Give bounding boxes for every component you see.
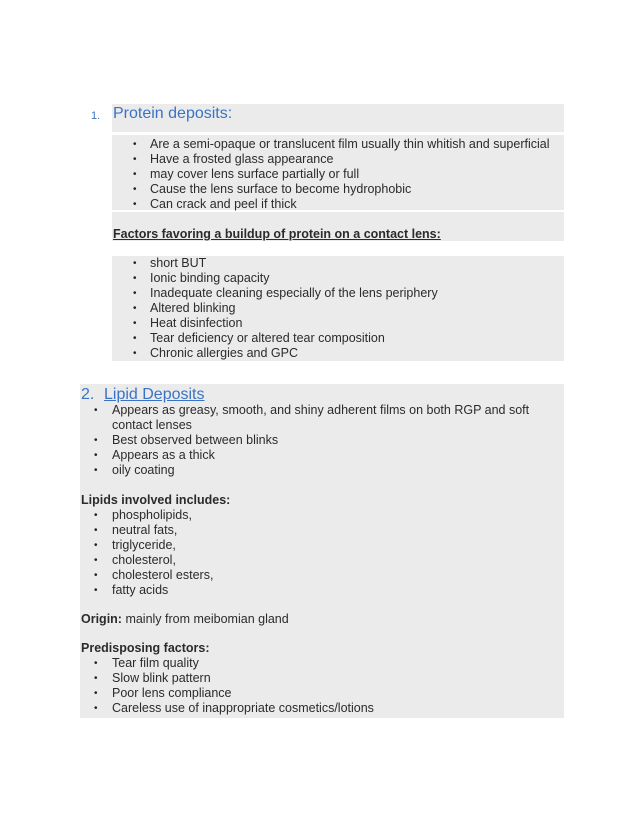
bullet-icon: •	[133, 348, 137, 359]
list-item: Best observed between blinks	[112, 433, 279, 447]
list-item: Tear film quality	[112, 656, 199, 670]
bullet-icon: •	[94, 703, 98, 714]
section1-number: 1.	[91, 110, 101, 122]
lipids-heading: Lipids involved includes:	[81, 493, 231, 507]
bullet-icon: •	[94, 435, 98, 446]
bullet-icon: •	[94, 658, 98, 669]
bullet-icon: •	[94, 555, 98, 566]
origin-label: Origin:	[81, 612, 122, 626]
bullet-icon: •	[133, 288, 137, 299]
list-item: triglyceride,	[112, 538, 176, 552]
list-item: cholesterol esters,	[112, 568, 214, 582]
bullet-icon: •	[94, 570, 98, 581]
bullet-icon: •	[94, 450, 98, 461]
list-item: Can crack and peel if thick	[150, 197, 297, 211]
bullet-icon: •	[94, 585, 98, 596]
list-item: Heat disinfection	[150, 316, 243, 330]
bullet-icon: •	[94, 525, 98, 536]
bullet-icon: •	[133, 318, 137, 329]
bullet-icon: •	[94, 465, 98, 476]
bullet-icon: •	[94, 673, 98, 684]
list-item: Slow blink pattern	[112, 671, 211, 685]
list-item: may cover lens surface partially or full	[150, 167, 360, 181]
bullet-icon: •	[133, 273, 137, 284]
list-item: Tear deficiency or altered tear composition	[150, 331, 385, 345]
list-item: Have a frosted glass appearance	[150, 152, 334, 166]
section2-title: Lipid Deposits	[104, 386, 205, 403]
list-item: Cause the lens surface to become hydrophobic	[150, 182, 412, 196]
bullet-icon: •	[133, 169, 137, 180]
list-item: Careless use of inappropriate cosmetics/lotions	[112, 701, 374, 715]
list-item: Are a semi-opaque or translucent film usually thin whitish and superficial	[150, 137, 550, 151]
list-item: fatty acids	[112, 583, 169, 597]
bullet-icon: •	[133, 258, 137, 269]
list-item: neutral fats,	[112, 523, 178, 537]
factors-heading: Factors favoring a buildup of protein on a contact lens:	[113, 227, 441, 241]
list-item: oily coating	[112, 463, 175, 477]
list-item: Inadequate cleaning especially of the lens periphery	[150, 286, 438, 300]
origin-text: mainly from meibomian gland	[121, 612, 289, 626]
bullet-icon: •	[94, 510, 98, 521]
list-item: short BUT	[150, 256, 207, 270]
bullet-icon: •	[133, 154, 137, 165]
list-item: Ionic binding capacity	[150, 271, 270, 285]
list-item-continuation: contact lenses	[112, 418, 192, 432]
list-item: Poor lens compliance	[112, 686, 232, 700]
bullet-icon: •	[133, 184, 137, 195]
predisposing-heading: Predisposing factors:	[81, 641, 210, 655]
bullet-icon: •	[94, 688, 98, 699]
bullet-icon: •	[133, 303, 137, 314]
list-item: Altered blinking	[150, 301, 236, 315]
bullet-icon: •	[133, 333, 137, 344]
section2-number: 2.	[81, 386, 95, 403]
bullet-icon: •	[94, 540, 98, 551]
list-item: Appears as a thick	[112, 448, 215, 462]
list-item: Appears as greasy, smooth, and shiny adherent films on both RGP and soft	[112, 403, 530, 417]
origin-line	[81, 612, 289, 627]
bullet-icon: •	[133, 199, 137, 210]
section1-title: Protein deposits:	[113, 105, 233, 122]
list-item: phospholipids,	[112, 508, 192, 522]
bullet-icon: •	[133, 139, 137, 150]
bullet-icon: •	[94, 405, 98, 416]
list-item: Chronic allergies and GPC	[150, 346, 298, 360]
list-item: cholesterol,	[112, 553, 176, 567]
